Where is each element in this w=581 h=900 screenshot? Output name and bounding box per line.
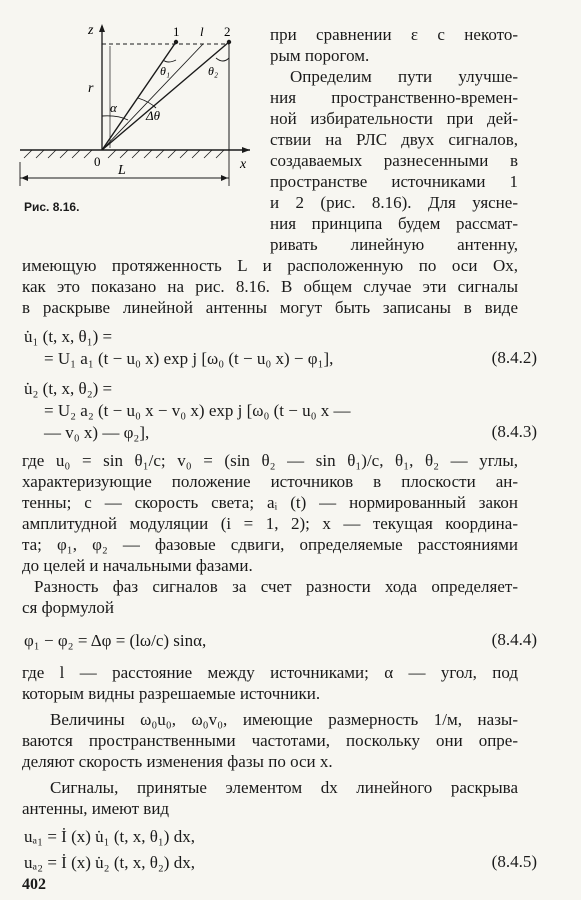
equation-line: — v₀ x) — φ₂],: [44, 423, 150, 442]
equation-number: (8.4.4): [491, 630, 537, 649]
text-line: Величины ω₀u₀, ω₀v₀, имеющие размерность 1/м, назы-: [50, 710, 518, 729]
text-line: пространстве источниками 1: [270, 172, 518, 191]
text-line: амплитудной модуляции (i = 1, 2); x — текущая координа-: [22, 514, 518, 533]
text-line: тенны; c — скорость света; aᵢ (t) — нормированный закон: [22, 493, 518, 512]
text-line: антенны, имеют вид: [22, 799, 170, 818]
text-line: ся формулой: [22, 598, 114, 617]
text-line: до целей и начальными фазами.: [22, 556, 253, 575]
label-theta2: θ₂: [208, 64, 219, 78]
label-L: L: [118, 163, 126, 178]
text-line: Определим пути улучше-: [290, 67, 518, 86]
label-r: r: [88, 81, 94, 96]
text-line: при сравнении ε с некото-: [270, 25, 518, 44]
label-source-1: 1: [173, 24, 180, 39]
text-line: ния пространственно-времен-: [270, 88, 518, 107]
text-line: та; φ₁, φ₂ — фазовые сдвиги, определяемые расстояниями: [22, 535, 518, 554]
text-line: ния принципа будем рассмат-: [270, 214, 518, 233]
equation-number: (8.4.5): [491, 852, 537, 871]
text-line: деляют скорость изменения фазы по оси x.: [22, 752, 333, 771]
text-line: ваются пространственными частотами, поскольку они опре-: [22, 731, 518, 750]
text-line: в раскрыве линейной антенны могут быть записаны в виде: [22, 298, 518, 317]
text-line: где u₀ = sin θ₁/c; v₀ = (sin θ₂ — sin θ₁)/c, θ₁, θ₂ — углы,: [22, 451, 518, 470]
equation-line: u̇₂ (t, x, θ₂) =: [24, 379, 113, 398]
text-line: рым порогом.: [270, 46, 370, 65]
equation-line: uₐ₂ = İ (x) u̇₂ (t, x, θ₂) dx,: [24, 853, 195, 872]
alpha-arc: [102, 116, 128, 120]
label-theta1: θ₁: [160, 64, 171, 78]
label-alpha: α: [110, 100, 117, 115]
z-axis-arrow: [99, 24, 105, 32]
source-2-point: [227, 40, 231, 44]
text-line: Сигналы, принятые элементом dx линейного раскрыва: [50, 778, 518, 797]
equation-line: φ₁ − φ₂ = Δφ = (lω/c) sinα,: [24, 631, 207, 650]
ray-bisector: [102, 44, 203, 150]
label-origin: 0: [94, 154, 101, 169]
label-source-2: 2: [224, 24, 231, 39]
text-line: имеющую протяженность L и расположенную по оси Ox,: [22, 256, 518, 275]
text-line: создаваемых разнесенными в: [270, 151, 518, 170]
text-line: Разность фаз сигналов за счет разности хода определяет-: [34, 577, 518, 596]
theta1-arc: [163, 60, 176, 62]
label-l: l: [200, 24, 204, 39]
text-line: характеризующие положение источников в плоскости ан-: [22, 472, 518, 491]
label-dtheta: Δθ: [146, 108, 161, 123]
text-line: ствии на РЛС двух сигналов,: [270, 130, 518, 149]
text-line: и 2 (рис. 8.16). Для уясне-: [270, 193, 518, 212]
label-x: x: [240, 157, 247, 172]
equation-line: = U₂ a₂ (t − u₀ x − v₀ x) exp j [ω₀ (t − u₀ x —: [44, 401, 351, 420]
equation-number: (8.4.2): [491, 348, 537, 367]
figure-caption: Рис. 8.16.: [24, 200, 80, 214]
text-line: ривать линейную антенну,: [270, 235, 518, 254]
text-line: ной избирательности при дей-: [270, 109, 518, 128]
theta2-arc: [216, 58, 229, 61]
text-line: где l — расстояние между источниками; α — угол, под: [22, 663, 518, 682]
x-axis-arrow: [242, 147, 250, 153]
equation-number: (8.4.3): [491, 422, 537, 441]
equation-line: = U₁ a₁ (t − u₀ x) exp j [ω₀ (t − u₀ x) − φ₁],: [44, 349, 334, 368]
text-line: как это показано на рис. 8.16. В общем случае эти сигналы: [22, 277, 518, 296]
label-z: z: [88, 23, 94, 38]
source-1-point: [174, 40, 178, 44]
page-number: 402: [22, 876, 46, 893]
figure-8-16-diagram: [18, 20, 263, 190]
equation-line: u̇₁ (t, x, θ₁) =: [24, 327, 113, 346]
text-line: которым видны разрешаемые источники.: [22, 684, 321, 703]
equation-line: uₐ₁ = İ (x) u̇₁ (t, x, θ₁) dx,: [24, 827, 195, 846]
